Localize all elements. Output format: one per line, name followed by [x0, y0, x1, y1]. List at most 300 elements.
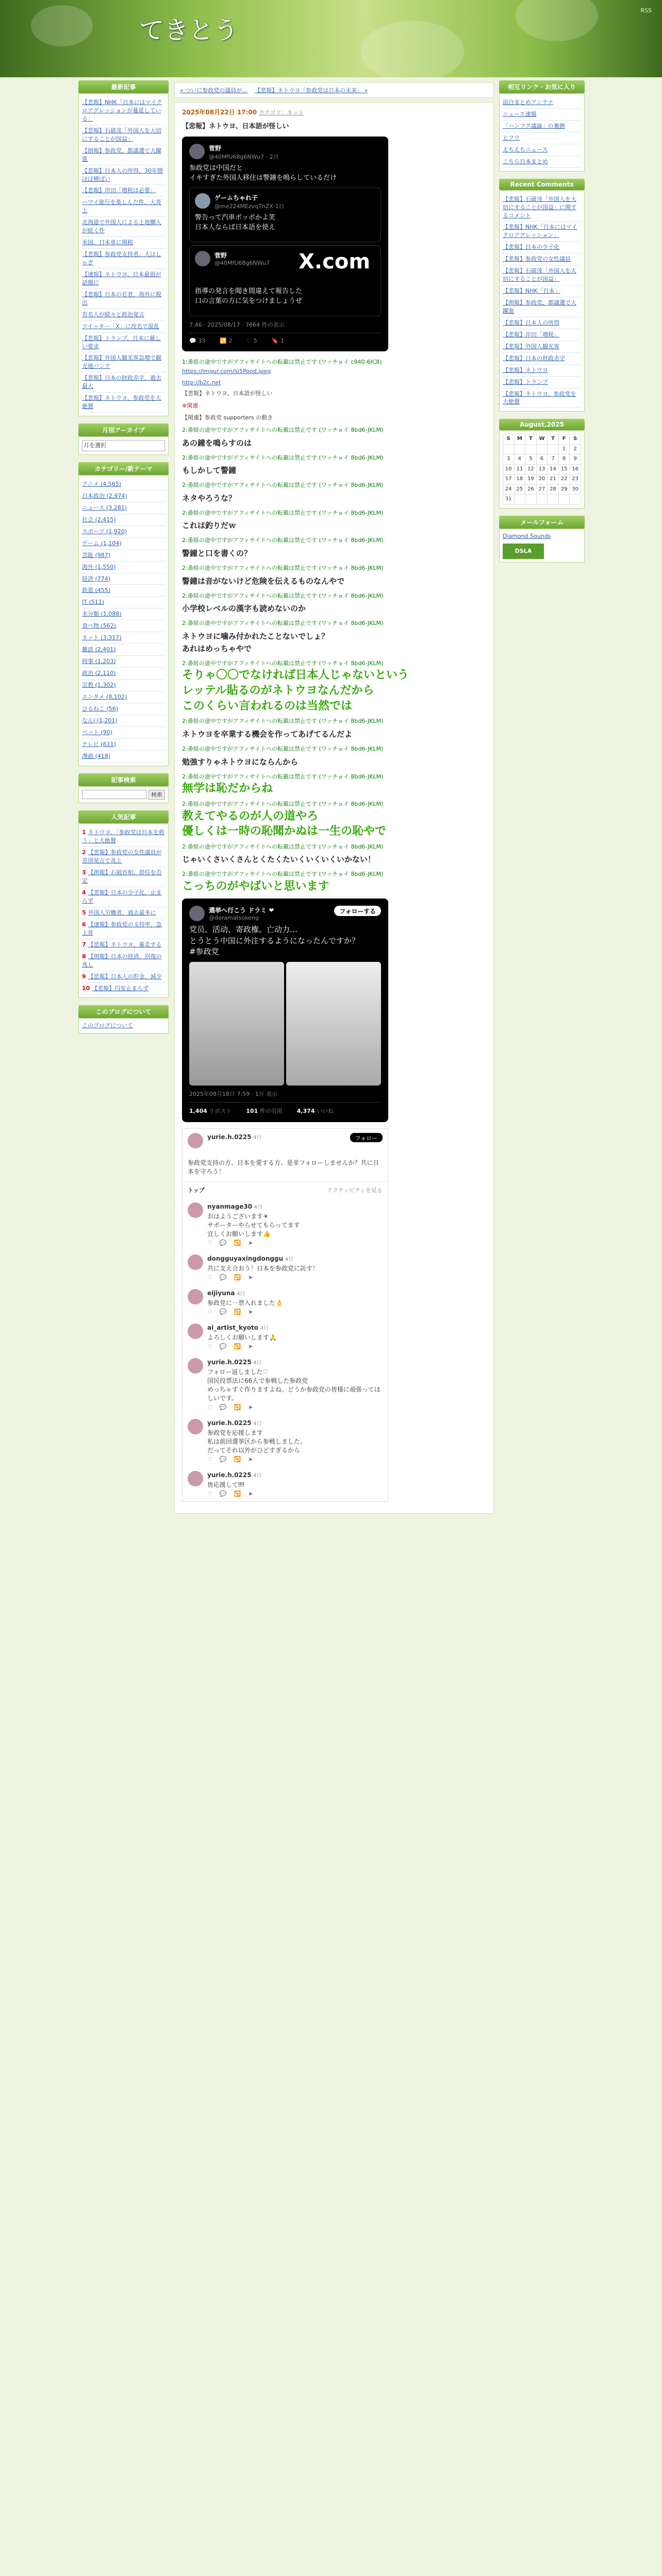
next-post-link[interactable]: 【悲報】ネトウヨ「参政党は日本の未来」 » — [255, 87, 368, 94]
recent-comment-link[interactable]: 【悲報】NHK「日本」 — [503, 287, 560, 295]
comment-icon[interactable]: 💬 — [219, 1456, 227, 1463]
heart-icon[interactable]: ♡ — [207, 1343, 212, 1350]
calendar-day — [503, 444, 515, 454]
calendar-day[interactable]: 1 — [558, 444, 570, 454]
category-link[interactable]: 漫画 (418) — [82, 752, 111, 759]
popular-post-link[interactable]: 【悲報】日本人の貯金、減少 — [88, 973, 162, 980]
calendar-day[interactable]: 29 — [558, 484, 570, 495]
reply-time: 4日 — [254, 1205, 262, 1210]
avatar — [195, 193, 210, 209]
calendar-day[interactable]: 6 — [536, 454, 548, 465]
comment-icon[interactable]: 💬 — [219, 1490, 227, 1497]
recent-comment-item[interactable] — [503, 365, 581, 377]
latest-post-item[interactable] — [82, 185, 165, 197]
popular-post-item[interactable]: 1 ネトウヨ、「参政党は日本を救う」と大絶賛 — [82, 827, 165, 847]
latest-posts-title: 最新記事 — [78, 80, 169, 93]
calendar-day — [514, 444, 525, 454]
latest-post-link[interactable]: 有名人が続々と政治発言 — [82, 311, 144, 318]
calendar-box — [499, 419, 585, 509]
links-list — [499, 93, 585, 172]
banner[interactable]: DSLA — [503, 544, 544, 559]
category-item[interactable] — [82, 479, 165, 490]
calendar-day[interactable]: 7 — [548, 454, 559, 465]
category-link[interactable]: 芸能 (987) — [82, 551, 111, 558]
post-time: 4日 — [253, 1135, 262, 1141]
latest-post-link[interactable]: 【悲報】日本の若者、海外に脱出 — [82, 291, 161, 306]
about-link[interactable]: このブログについて — [82, 1022, 133, 1029]
tweet-handle: @doramatsokeng — [209, 914, 259, 921]
category-link[interactable]: ペット (90) — [82, 728, 113, 736]
category-list — [78, 475, 169, 766]
calendar-day — [525, 495, 537, 505]
calendar-day[interactable]: 17 — [503, 474, 515, 485]
tweet-meta: 7:46 · 2025/08/17 · 7664 件の表示 — [189, 321, 285, 329]
recent-comment-item[interactable] — [503, 265, 581, 285]
note: 【悲報】ネトウヨ、日本語が怪しい — [182, 390, 273, 397]
recent-comment-link[interactable]: 【悲報】トランプ — [503, 378, 548, 385]
category-link[interactable]: アニメ (4,565) — [82, 481, 122, 487]
category-item[interactable] — [82, 562, 165, 573]
recent-comment-item[interactable] — [503, 388, 581, 409]
calendar-day[interactable]: 19 — [525, 474, 537, 485]
recent-comment-item[interactable] — [503, 341, 581, 353]
sort-top[interactable]: トップ — [188, 1187, 205, 1194]
share-icon[interactable]: ➤ — [248, 1274, 253, 1281]
recent-comment-link[interactable]: 【悲報】石破茂「外国人を大切にすることが国益」 — [503, 267, 576, 283]
recent-comment-link[interactable]: 【悲報】参政党の女性議員 — [503, 256, 571, 263]
diamond-link[interactable]: Diamond Sounds — [503, 532, 551, 539]
search-input[interactable] — [82, 790, 146, 799]
category-link[interactable]: なんj (1,201) — [82, 717, 118, 724]
category-item[interactable] — [82, 573, 165, 585]
repost-icon[interactable]: 🔁 — [234, 1404, 241, 1411]
comment-icon[interactable]: 💬 — [219, 1240, 227, 1246]
weekday-header: F — [558, 434, 570, 445]
category-link[interactable]: 経済 (774) — [82, 575, 111, 582]
post-response: 2:番組の途中ですがアフィサイトへの転載は禁止です (ワッチョイ 8bd6-JKLM) あの鐘を鳴らすのは — [182, 427, 384, 448]
category-item[interactable] — [82, 597, 165, 608]
calendar — [503, 434, 581, 505]
category-item[interactable] — [82, 715, 165, 727]
recent-comment-link[interactable]: 【悲報】ネトウヨ、参政党を大絶賛 — [503, 390, 576, 405]
avatar — [188, 1289, 203, 1304]
heart-icon[interactable]: ♡ — [207, 1456, 212, 1463]
share-icon[interactable]: ➤ — [248, 1490, 253, 1497]
category-item[interactable] — [82, 585, 165, 597]
calendar-day[interactable]: 5 — [525, 454, 537, 465]
post-navigation — [174, 82, 494, 98]
heart-icon[interactable]: ♡ — [207, 1274, 212, 1281]
link-link[interactable]: ヒフウ — [503, 134, 520, 141]
calendar-day[interactable]: 13 — [536, 464, 548, 474]
weekday-header: W — [536, 434, 548, 445]
share-icon[interactable]: ➤ — [248, 1404, 253, 1411]
calendar-day[interactable]: 22 — [558, 474, 570, 485]
share-icon[interactable]: ➤ — [248, 1456, 253, 1463]
repost-icon[interactable]: 🔁 — [234, 1240, 241, 1246]
recent-comment-item[interactable] — [503, 242, 581, 253]
weekday-header: S — [570, 434, 581, 445]
calendar-day[interactable]: 24 — [503, 484, 515, 495]
site-title[interactable]: てきとう — [139, 16, 239, 45]
reply-author: yurie.h.0225 — [207, 1471, 252, 1479]
popular-post-item[interactable]: 3 【朗報】石破首相、辞任を否定 — [82, 867, 165, 887]
latest-post-link[interactable]: 【朗報】参政党、都議選で大躍進 — [82, 147, 161, 162]
category-item[interactable] — [82, 668, 165, 680]
category-item[interactable] — [82, 751, 165, 762]
tweet-stats — [189, 333, 381, 344]
latest-post-item[interactable] — [82, 321, 165, 333]
calendar-day[interactable]: 2 — [570, 444, 581, 454]
category-item[interactable] — [82, 526, 165, 538]
popular-box — [78, 810, 169, 998]
popular-post-link[interactable]: 【悲報】円安止まらず — [92, 985, 149, 992]
popular-post-item[interactable]: 6 【速報】参政党の支持率、急上昇 — [82, 919, 165, 939]
reply-time: 4日 — [236, 1291, 245, 1297]
category-link[interactable]: ニュース (3,281) — [82, 504, 127, 511]
reply-item — [183, 1198, 388, 1250]
recent-comment-item[interactable] — [503, 297, 581, 317]
category-item[interactable] — [82, 538, 165, 550]
category-link[interactable]: テレビ (611) — [82, 740, 116, 748]
recent-comments-list — [499, 190, 585, 412]
tweet-stats: 1,404 リポスト 101 件の引用 4,374 いいね — [189, 1102, 381, 1115]
latest-post-link[interactable]: 【速報】ネトウヨ、日本最弱が話題に — [82, 270, 161, 286]
calendar-day — [558, 495, 570, 505]
recent-comment-item[interactable] — [503, 285, 581, 297]
latest-post-item[interactable] — [82, 237, 165, 249]
share-icon[interactable]: ➤ — [248, 1240, 253, 1246]
bookmark-icon[interactable]: 🔖 1 — [271, 337, 284, 345]
category-link[interactable]: 時事 (1,203) — [82, 658, 116, 665]
leaf-decoration — [31, 5, 93, 46]
link-link[interactable]: ニュース速報 — [503, 110, 537, 117]
category-item[interactable] — [82, 656, 165, 668]
category-link[interactable]: 宗教 (1,302) — [82, 681, 116, 688]
latest-post-item[interactable] — [82, 165, 165, 185]
category-item[interactable] — [82, 691, 165, 703]
calendar-day[interactable]: 18 — [514, 474, 525, 485]
calendar-day[interactable]: 10 — [503, 464, 515, 474]
category-link[interactable]: ゲーム (1,104) — [82, 539, 122, 547]
reply-text: フォロー返しました♡ 国民投票法に66人で参戦した参政党 めっちゃすぐ作りますよね。どうか参政党の皆様に頑張ってほしいです。 — [207, 1368, 380, 1402]
about-box — [78, 1005, 169, 1033]
post-title: 【悲報】ネトウヨ、日本語が怪しい — [182, 123, 289, 130]
category-link[interactable]: 社会 (2,415) — [82, 516, 116, 523]
recent-comment-item[interactable] — [503, 253, 581, 265]
calendar-day[interactable]: 21 — [548, 474, 559, 485]
category-link[interactable]: ひるねこ (56) — [82, 705, 119, 712]
repost-icon[interactable]: 🔁 — [234, 1490, 241, 1497]
popular-post-item[interactable]: 2 【悲報】参政党の女性議員が差別発言で炎上 — [82, 847, 165, 867]
recent-comments-box — [499, 179, 585, 412]
latest-post-link[interactable]: 北海道で外国人による土地購入が続く件 — [82, 219, 161, 234]
link-link[interactable]: こちら日本まとめ — [503, 158, 548, 165]
author-name: yurie.h.0225 — [207, 1133, 252, 1141]
category-link[interactable]: 政治 (2,110) — [82, 670, 116, 676]
popular-post-item[interactable]: 5 外国人労働者、過去最多に — [82, 907, 165, 919]
category-link[interactable]: ネット (3,317) — [82, 634, 122, 641]
link-link[interactable]: 「ハンフク議論」の裏側 — [503, 122, 565, 129]
quote-author: 菅野 — [214, 252, 227, 260]
like-icon[interactable]: ♡ 5 — [246, 337, 257, 345]
recent-comment-item[interactable] — [503, 329, 581, 341]
popular-post-link[interactable]: 【朗報】日本の経済、回復の兆し — [82, 953, 162, 968]
rss-link[interactable]: RSS — [640, 7, 652, 14]
link-item[interactable] — [503, 132, 581, 144]
embedded-tweet[interactable] — [182, 137, 388, 351]
category-item[interactable] — [82, 620, 165, 632]
x-logo: X.com — [299, 250, 370, 274]
popular-post-link[interactable]: 【速報】参政党の支持率、急上昇 — [82, 921, 162, 936]
post-response: 2:番組の途中ですがアフィサイトへの転載は禁止です (ワッチョイ 8bd6-JKLM) じゃいくさいくさんとくたくたいくいくいくいかない！ — [182, 843, 384, 865]
tweet-meta: 2025年08月18日 7:59 · 1万 表示 — [189, 1091, 278, 1097]
latest-post-link[interactable]: ハワイ旅行を楽しんだ件、大炎上 — [82, 199, 161, 214]
share-icon[interactable]: ➤ — [248, 1343, 253, 1350]
avatar — [188, 1255, 203, 1270]
latest-post-item[interactable] — [82, 217, 165, 237]
latest-post-link[interactable]: 【悲報】ネトウヨ、参政党を大絶賛 — [82, 395, 161, 410]
popular-post-link[interactable]: ネトウヨ、「参政党は日本を救う」と大絶賛 — [82, 829, 164, 844]
repost-icon[interactable]: 🔁 — [234, 1309, 241, 1315]
comment-icon[interactable]: 💬 — [219, 1404, 227, 1411]
category-item[interactable] — [82, 644, 165, 656]
popular-post-link[interactable]: 【悲報】日本の少子化、止まらず — [82, 889, 162, 904]
avatar — [188, 1471, 203, 1486]
category-item[interactable] — [82, 680, 165, 691]
tweet-images[interactable] — [189, 962, 381, 1086]
category-link[interactable]: 雑談 (2,401) — [82, 646, 116, 653]
search-button[interactable]: 検索 — [148, 790, 165, 800]
latest-post-item[interactable] — [82, 249, 165, 269]
recent-comment-link[interactable]: 【悲報】日本の少子化 — [503, 244, 559, 251]
calendar-day[interactable]: 23 — [570, 474, 581, 485]
category-item[interactable] — [82, 727, 165, 739]
main-content — [174, 77, 494, 1514]
recent-comment-link[interactable]: 【悲報】日本人の所得 — [503, 319, 559, 326]
recent-comment-item[interactable] — [503, 377, 581, 388]
category-item[interactable] — [82, 632, 165, 644]
source-link[interactable]: http://b2c.net — [182, 379, 221, 386]
calendar-day[interactable]: 14 — [548, 464, 559, 474]
category-link[interactable]: 日本政治 (2,974) — [82, 492, 127, 499]
latest-post-item[interactable] — [82, 145, 165, 165]
calendar-day — [548, 495, 559, 505]
heart-icon[interactable]: ♡ — [207, 1490, 212, 1497]
category-item[interactable] — [82, 608, 165, 620]
category-link[interactable]: IT (511) — [82, 599, 105, 606]
repost-icon[interactable]: 🔁 — [234, 1343, 241, 1350]
share-icon[interactable]: ➤ — [248, 1309, 253, 1315]
post-response: 2:番組の途中ですがアフィサイトへの転載は禁止です (ワッチョイ 8bd6-JKLM) これは釣りだｗ — [182, 509, 384, 531]
latest-post-item[interactable] — [82, 125, 165, 145]
latest-post-item[interactable] — [82, 269, 165, 289]
archive-select[interactable]: 月を選択 — [82, 440, 165, 451]
popular-post-item[interactable]: 10 【悲報】円安止まらず — [82, 983, 165, 995]
category-link[interactable]: 鉄道 (455) — [82, 587, 111, 594]
recent-comment-link[interactable]: 【悲報】外国人観光客 — [503, 343, 559, 350]
latest-post-item[interactable] — [82, 352, 165, 372]
link-link[interactable]: 面白まとめアンテナ — [503, 99, 554, 106]
calendar-day[interactable]: 3 — [503, 454, 515, 465]
latest-post-item[interactable] — [82, 289, 165, 309]
about-title: このブログについて — [78, 1005, 169, 1018]
reply-text: 皆応援して‼‼ — [207, 1481, 244, 1488]
recent-comment-item[interactable] — [503, 222, 581, 242]
latest-post-link[interactable]: 【悲報】外国人観光客急増で観光地パンク — [82, 354, 161, 370]
post-response: 2:番組の途中ですがアフィサイトへの転載は禁止です (ワッチョイ 8bd6-JKLM) 小学校レベルの漢字も読めないのか — [182, 592, 384, 614]
quote-handle: @me224MEzvqThZX·1日 — [214, 202, 285, 210]
popular-post-item[interactable]: 8 【朗報】日本の経済、回復の兆し — [82, 951, 165, 971]
recent-comment-item[interactable] — [503, 317, 581, 329]
archive-title: 月別アーカイブ — [78, 423, 169, 436]
reply-text: おはようございます☀ サポーターやらせてもらってます 宜しくお願いします👍 — [207, 1213, 300, 1238]
follow-button[interactable]: フォローする — [334, 906, 381, 916]
latest-post-item[interactable] — [82, 309, 165, 321]
comment-icon[interactable]: 💬 — [219, 1309, 227, 1315]
heart-icon[interactable]: ♡ — [207, 1404, 212, 1411]
category-item[interactable] — [82, 739, 165, 751]
repost-icon[interactable]: 🔁 — [234, 1274, 241, 1281]
post-response: 2:番組の途中ですがアフィサイトへの転載は禁止です (ワッチョイ 8bd6-JKLM) 勉強すりゃネトウヨにならんから — [182, 745, 384, 767]
popular-post-link[interactable]: 【朗報】石破首相、辞任を否定 — [82, 869, 162, 885]
latest-post-link[interactable]: 【悲報】NHK「日本にはマイクロアグレッションが蔓延している」 — [82, 99, 162, 122]
image-link[interactable]: https://imgur.com/lo5Pood.jpeg — [182, 367, 271, 375]
category-link[interactable]: エンタメ (8,102) — [82, 693, 127, 700]
tweet-handle: @40MfU68g6NWu7 · 2日 — [209, 154, 279, 160]
post-category[interactable]: カテゴリ：ネット — [259, 109, 304, 116]
avatar — [188, 1358, 203, 1374]
latest-post-item[interactable] — [82, 372, 165, 393]
recent-comment-item[interactable] — [503, 353, 581, 365]
heart-icon[interactable]: ♡ — [207, 1309, 212, 1315]
category-item[interactable] — [82, 502, 165, 514]
latest-post-link[interactable]: 【悲報】日本人の所得、30年間ほぼ横ばい — [82, 167, 163, 182]
reply-item — [183, 1415, 388, 1467]
comment-icon[interactable]: 💬 — [219, 1343, 227, 1350]
popular-post-item[interactable]: 7 【悲報】ネトウヨ、暴走する — [82, 939, 165, 951]
screenshot-image — [189, 962, 284, 1086]
embedded-tweet-2[interactable] — [182, 899, 388, 1122]
reply-icon[interactable]: 💬 33 — [189, 337, 206, 345]
popular-post-link[interactable]: 【悲報】ネトウヨ、暴走する — [88, 941, 162, 948]
category-item[interactable] — [82, 490, 165, 502]
calendar-day[interactable]: 16 — [570, 464, 581, 474]
reply-item — [183, 1354, 388, 1415]
latest-post-item[interactable] — [82, 393, 165, 413]
calendar-day[interactable]: 4 — [514, 454, 525, 465]
avatar — [189, 906, 205, 921]
recent-comment-link[interactable]: 【悲報】NHK「日本にはマイクロアグレッション」 — [503, 224, 577, 239]
recent-comment-link[interactable]: 【悲報】日本の財政赤字 — [503, 354, 565, 362]
follow-button[interactable]: フォロー — [350, 1133, 383, 1142]
category-link[interactable]: スポーツ (1,920) — [82, 528, 127, 535]
calendar-day[interactable]: 9 — [570, 454, 581, 465]
latest-posts-box — [78, 80, 169, 416]
calendar-day[interactable]: 30 — [570, 484, 581, 495]
article — [174, 102, 494, 1514]
calendar-day — [525, 444, 537, 454]
popular-post-item[interactable]: 9 【悲報】日本人の貯金、減少 — [82, 971, 165, 983]
calendar-day[interactable]: 15 — [558, 464, 570, 474]
category-item[interactable] — [82, 514, 165, 526]
latest-post-link[interactable]: 【悲報】トランプ、日本に厳しい要求 — [82, 334, 161, 350]
category-link[interactable]: 海外 (1,550) — [82, 563, 116, 570]
weekday-header: T — [525, 434, 537, 445]
recent-comment-link[interactable]: 【悲報】石破茂「外国人を大切にすることが国益」に関するコメント — [503, 195, 576, 219]
latest-post-link[interactable]: 【悲報】参政党支持者、大はしゃぎ — [82, 251, 161, 266]
latest-post-link[interactable]: 【悲報】日本の財政赤字、過去最大 — [82, 375, 161, 390]
threads-screenshot — [182, 1128, 388, 1502]
popular-post-item[interactable]: 4 【悲報】日本の少子化、止まらず — [82, 887, 165, 907]
calendar-day[interactable]: 8 — [558, 454, 570, 465]
calendar-day[interactable]: 28 — [548, 484, 559, 495]
calendar-day[interactable]: 26 — [525, 484, 537, 495]
calendar-day[interactable]: 12 — [525, 464, 537, 474]
popular-post-link[interactable]: 【悲報】参政党の女性議員が差別発言で炎上 — [82, 849, 162, 865]
quote-handle: @40MfU68g6NWu7 — [214, 260, 270, 267]
link-item[interactable] — [503, 121, 581, 132]
retweet-icon[interactable]: 🔁 2 — [220, 337, 233, 345]
category-item[interactable] — [82, 703, 165, 715]
category-item[interactable] — [82, 550, 165, 562]
latest-post-link[interactable]: 【悲報】岸田「増税は必要」 — [82, 187, 156, 194]
calendar-day[interactable]: 20 — [536, 474, 548, 485]
latest-post-item[interactable] — [82, 197, 165, 217]
recent-comment-item[interactable] — [503, 194, 581, 222]
category-link[interactable]: 食べ物 (562) — [82, 622, 117, 630]
calendar-day[interactable]: 11 — [514, 464, 525, 474]
recent-comment-link[interactable]: 【朗報】参政党、都議選で大躍進 — [503, 299, 576, 314]
link-item[interactable] — [503, 109, 581, 121]
link-item[interactable] — [503, 156, 581, 168]
reply-text: よろしくお願いします🙏 — [207, 1334, 277, 1341]
calendar-day[interactable]: 25 — [514, 484, 525, 495]
reply-author: dongguyaxingdonggu — [207, 1255, 284, 1262]
repost-icon[interactable]: 🔁 — [234, 1456, 241, 1463]
latest-post-item[interactable] — [82, 97, 165, 125]
avatar — [188, 1324, 203, 1339]
recent-comment-link[interactable]: 【悲報】岸田「増税」 — [503, 331, 559, 338]
prev-post-link[interactable]: « ついに参政党の議員が… — [180, 87, 248, 94]
latest-post-link[interactable]: ツイッター「X」に改名で混乱 — [82, 323, 159, 330]
latest-post-link[interactable]: 【悲報】石破茂「外国人を大切にすることが国益」 — [82, 127, 161, 142]
calendar-day[interactable]: 31 — [503, 495, 515, 505]
comment-icon[interactable]: 💬 — [219, 1274, 227, 1281]
latest-post-item[interactable] — [82, 333, 165, 353]
avatar — [188, 1419, 203, 1434]
latest-post-link[interactable]: 米国、日本車に関税 — [82, 239, 133, 246]
weekday-header: T — [548, 434, 559, 445]
heart-icon[interactable]: ♡ — [207, 1240, 212, 1246]
link-item[interactable] — [503, 144, 581, 156]
link-link[interactable]: えちえちニュース — [503, 146, 548, 153]
reply-time: 4日 — [285, 1257, 293, 1262]
post-response: 1:番組の途中ですがアフィサイトへの転載は禁止です (ワッチョイ c940-6IC8) https://imgur.com/lo5Pood.jpeg — [182, 359, 382, 375]
reply-list — [183, 1198, 388, 1501]
activity-link[interactable]: アクティビティを見る — [327, 1187, 383, 1194]
category-link[interactable]: 未分類 (1,088) — [82, 611, 122, 618]
quote-text: 警告って汽車ポッポかよ笑 日本人ならば日本語を使え — [195, 213, 276, 231]
post-text: 参政党支持の方、日本を愛する方、是非フォローしませんか？共に日本を守ろう！ — [188, 1159, 379, 1175]
avatar — [188, 1202, 203, 1218]
popular-post-link[interactable]: 外国人労働者、過去最多に — [88, 909, 156, 916]
tweet-text: 参政党は中国だと イキすぎた外国人移住は警鐘を鳴らしているだけ — [189, 164, 337, 182]
recent-comment-link[interactable]: 【悲報】ネトウヨ — [503, 366, 548, 374]
calendar-day[interactable]: 27 — [536, 484, 548, 495]
post-response: 2:番組の途中ですがアフィサイトへの転載は禁止です (ワッチョイ 8bd6-JKLM) ネトウヨに噛み付かれたことないでしょ？ あれはめっちゃやで — [182, 620, 384, 653]
link-item[interactable] — [503, 97, 581, 109]
